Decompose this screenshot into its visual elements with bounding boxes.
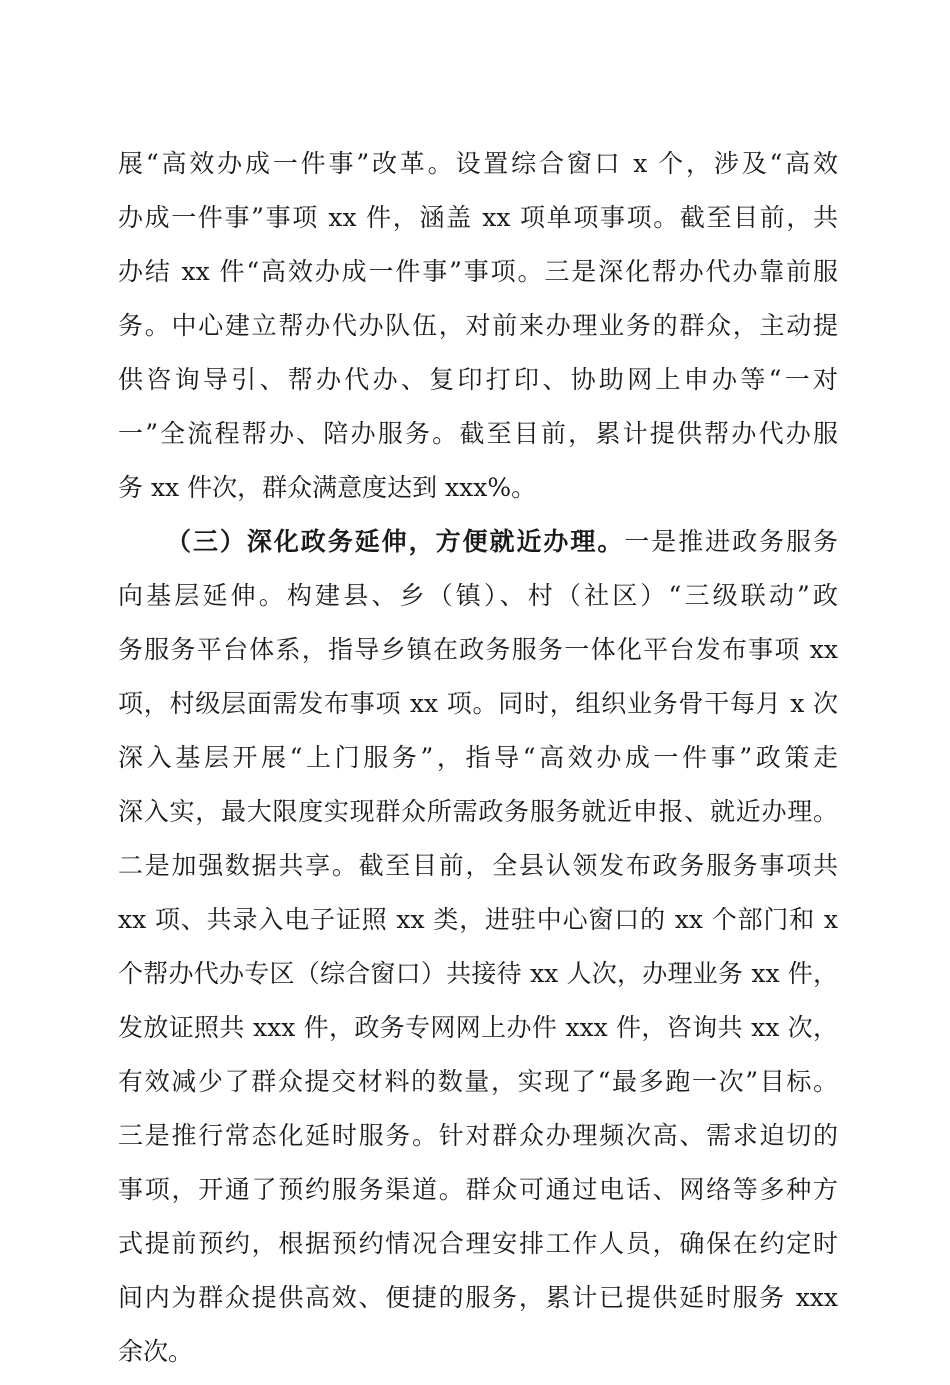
text-line: 向基层延伸。构建县、乡（镇）、村（社区）“三级联动”政 <box>118 581 838 610</box>
text-line-segment: 一是推进政务服务 <box>624 527 838 556</box>
text-line: 供咨询导引、帮办代办、复印打印、协助网上申办等“一对 <box>118 365 838 394</box>
paragraph-1 <box>118 143 838 521</box>
text-line: 一”全流程帮办、陪办服务。截至目前，累计提供帮办代办服 <box>118 419 838 448</box>
text-line: 办成一件事”事项 xx 件，涵盖 xx 项单项事项。截至目前，共 <box>118 203 838 232</box>
text-line: xx 项、共录入电子证照 xx 类，进驻中心窗口的 xx 个部门和 x <box>118 905 838 934</box>
text-line: 式提前预约，根据预约情况合理安排工作人员，确保在约定时 <box>118 1229 838 1258</box>
text-line: 深入基层开展“上门服务”，指导“高效办成一件事”政策走 <box>118 743 838 772</box>
text-line: 间内为群众提供高效、便捷的服务，累计已提供延时服务 xxx <box>118 1283 838 1312</box>
section-heading-line <box>118 521 838 575</box>
text-line: 有效减少了群众提交材料的数量，实现了“最多跑一次”目标。 <box>118 1067 838 1096</box>
text-line: 深入实，最大限度实现群众所需政务服务就近申报、就近办理。 <box>118 797 838 826</box>
paragraph-2 <box>118 521 838 1385</box>
document-page <box>118 143 838 1385</box>
text-line: 务 xx 件次，群众满意度达到 xxx%。 <box>118 473 537 502</box>
text-line: 发放证照共 xxx 件，政务专网网上办件 xxx 件，咨询共 xx 次， <box>118 1013 838 1042</box>
text-line: 项，村级层面需发布事项 xx 项。同时，组织业务骨干每月 x 次 <box>118 689 838 718</box>
section-heading: （三）深化政务延伸，方便就近办理。 <box>166 527 625 556</box>
text-line: 余次。 <box>118 1337 194 1366</box>
text-line: 三是推行常态化延时服务。针对群众办理频次高、需求迫切的 <box>118 1121 838 1150</box>
text-line: 务服务平台体系，指导乡镇在政务服务一体化平台发布事项 xx <box>118 635 838 664</box>
text-line: 个帮办代办专区（综合窗口）共接待 xx 人次，办理业务 xx 件， <box>118 959 838 988</box>
text-line: 展“高效办成一件事”改革。设置综合窗口 x 个，涉及“高效 <box>118 149 838 178</box>
text-line: 事项，开通了预约服务渠道。群众可通过电话、网络等多种方 <box>118 1175 838 1204</box>
text-line: 务。中心建立帮办代办队伍，对前来办理业务的群众，主动提 <box>118 311 838 340</box>
text-line: 办结 xx 件“高效办成一件事”事项。三是深化帮办代办靠前服 <box>118 257 838 286</box>
text-line: 二是加强数据共享。截至目前，全县认领发布政务服务事项共 <box>118 851 838 880</box>
